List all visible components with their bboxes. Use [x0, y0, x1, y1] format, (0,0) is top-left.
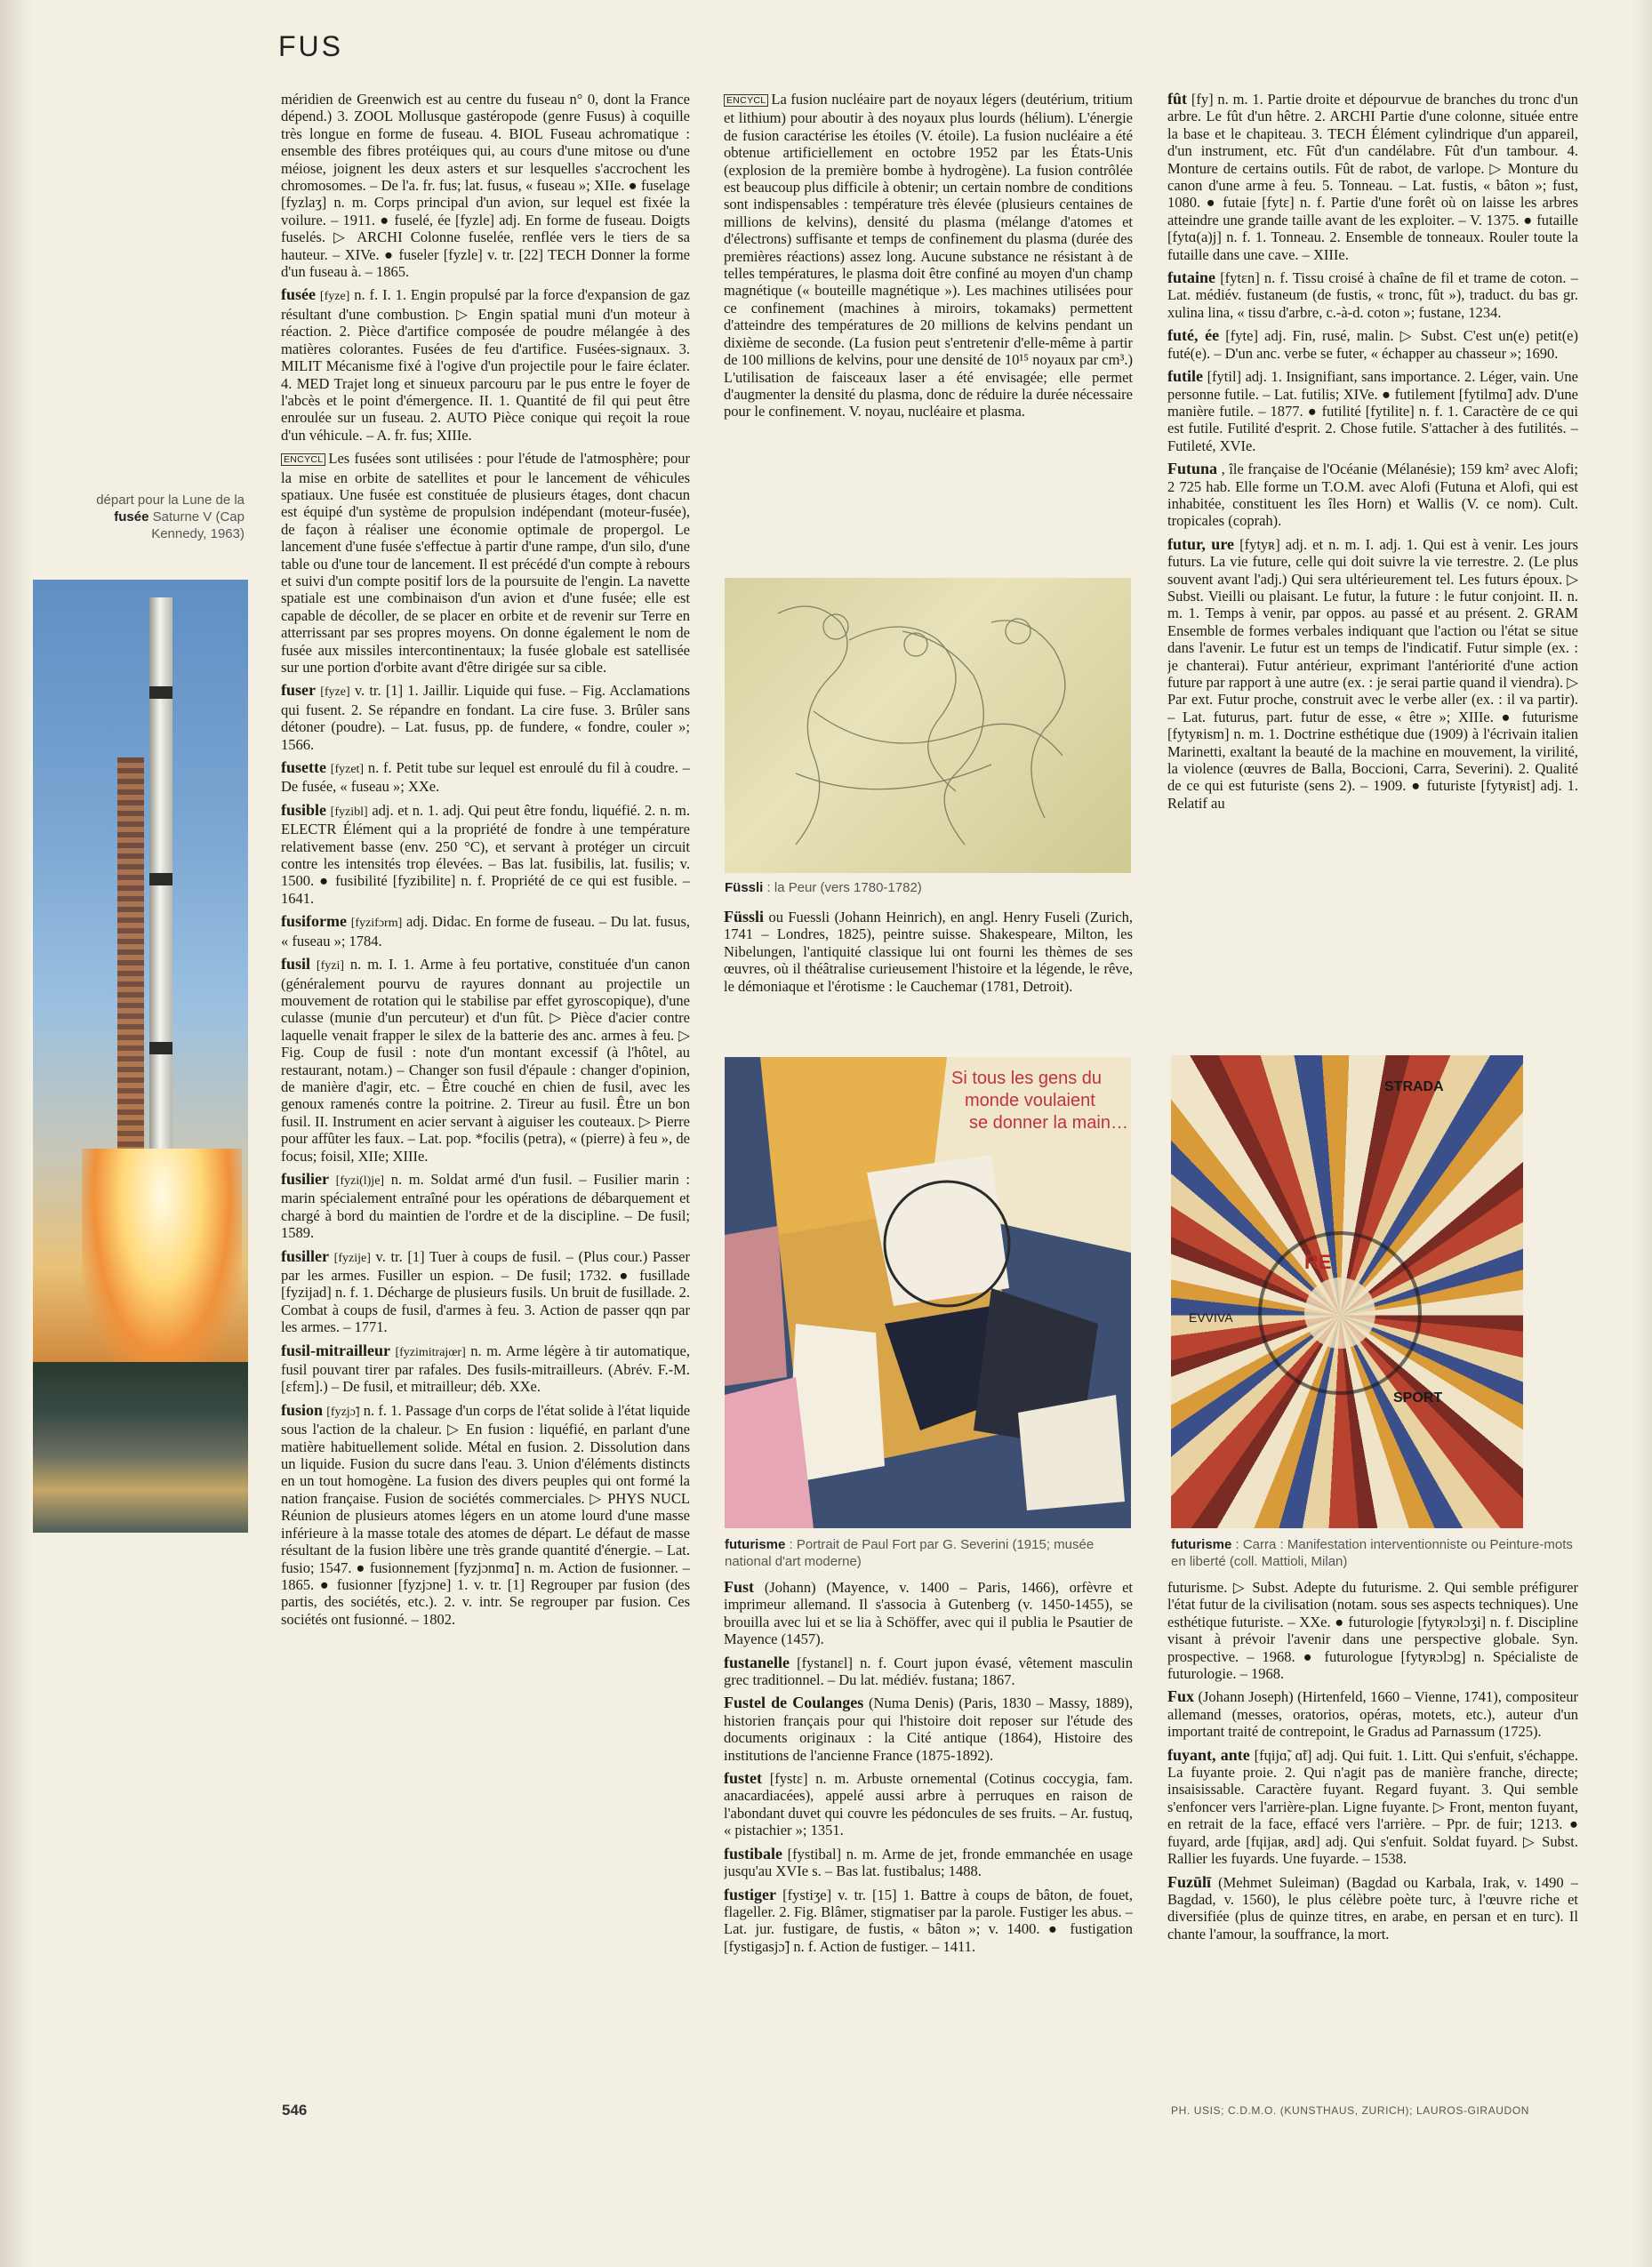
- column-3-top-entries: [1167, 91, 1578, 812]
- entry-headword: Fuzūlī: [1167, 1872, 1212, 1891]
- entry-text: [fyte] adj. Fin, rusé, malin. ▷ Subst. C'est un(e) petit(e) futé(e). – D'un anc. verbe se futer, « échapper au chasseur »; 1690.: [1167, 327, 1578, 362]
- page-binding: [0, 0, 32, 2267]
- severini-caption: [725, 1536, 1143, 1570]
- entry: [724, 1579, 1133, 1648]
- entry: [281, 1402, 690, 1628]
- entry: [1167, 1688, 1578, 1740]
- entry-text: n. f. I. 1. Engin propulsé par la force d'expansion de gaz résultant d'une combustion. ▷ Engin spatial muni d'un moteur à réaction. 2. Pièce d'artifice composée de poudre mélangée à des matières colorantes. Fusées de feu d'artifice. Fusées-signaux. 3. MILIT Mécanisme fixé à l'ogive d'un projectile pour le faire éclater. 4. MED Trajet long et sinueux parcouru par le pus entre le foyer de l'abcès et le point d'émergence. II. 1. Quantité de fil qui peut être enroulée sur un fuseau. 2. AUTO Pièce conique qui reçoit la roue d'un véhicule. – A. fr. fus; XIIIe.: [281, 286, 690, 444]
- rocket-band: [149, 1042, 172, 1054]
- caption-bold: fusée: [114, 509, 149, 525]
- entry: [724, 909, 1133, 995]
- entry: [724, 1694, 1133, 1764]
- entry-headword: fusiller: [281, 1246, 329, 1265]
- fussli-drawing: [725, 578, 1131, 873]
- svg-text:RE: RE: [1304, 1251, 1332, 1273]
- entry-phonetic: [fyze]: [319, 290, 350, 304]
- entry-text: [fystibal] n. m. Arme de jet, fronde emmanchée en usage jusqu'au XVIe s. – Bas lat. fustibalus; 1488.: [724, 1845, 1133, 1880]
- rocket-flame: [82, 1149, 242, 1380]
- entry-headword: fustibale: [724, 1844, 783, 1862]
- entry-text: n. m. Soldat armé d'un fusil. – Fusilier marin : marin spécialement entraîné pour les opérations de débarquement et chargé à bord du maintien de l'ordre et de la discipline. – De fusil; 1589.: [281, 1170, 690, 1242]
- entry: [1167, 91, 1578, 263]
- entry-headword: fuser: [281, 681, 316, 700]
- encyclopedic-tag: ENCYCL: [281, 453, 325, 466]
- entry-text: [fɥijɑ̃, ɑ̃t] adj. Qui fuit. 1. Litt. Qui s'enfuit, s'échappe. La fuyante proie. 2. Qui n'agit pas de manière franche, directe; insaisissable. Caractère fuyant. Regard fuyant. 3. Qui semble s'enfoncer vers l'arrière-plan. Ligne fuyante. ▷ Front, menton fuyant, en retrait de la face, effacé vers l'arrière. – Ppr. de fuir; 1213. ● fuyard, arde [fɥijaʀ, aʀd] adj. Qui s'enfuit. Soldat fuyard. ▷ Subst. Rallier les fuyards. Une fuyarde. – 1538.: [1167, 1746, 1578, 1868]
- column-1: [281, 91, 690, 2087]
- svg-text:se donner la main…: se donner la main…: [969, 1113, 1128, 1133]
- entry: [724, 1770, 1133, 1839]
- entry-phonetic: [fyzibl]: [330, 805, 368, 819]
- encyclopedic-note: [724, 91, 1133, 421]
- entry-headword: Fux: [1167, 1687, 1195, 1706]
- column-2-bottom-entries: [724, 1579, 1133, 1955]
- svg-text:STRADA: STRADA: [1384, 1079, 1444, 1094]
- entry-headword: fusiforme: [281, 912, 347, 931]
- encyclopedic-tag: ENCYCL: [724, 94, 768, 107]
- entry-text: (Numa Denis) (Paris, 1830 – Massy, 1889), historien français pour qui l'histoire doit reposer sur l'étude des documents originaux : la Cité antique (1864), Histoire des institutions de l'ancienne France (1875-1892).: [724, 1694, 1133, 1764]
- entry-headword: fustet: [724, 1769, 762, 1788]
- rocket-caption: [76, 492, 245, 542]
- entry-text: (Mehmet Suleiman) (Bagdad ou Karbala, Irak, v. 1490 – Bagdad, v. 1560), le plus célèbre poète turc, à l'œuvre riche et diversifiée (plus de quinze titres, en arabe, en persan et en turc). Il chante l'amour, la souffrance, la mort.: [1167, 1873, 1578, 1943]
- entry-headword: fusil-mitrailleur: [281, 1341, 390, 1359]
- entry-headword: fût: [1167, 91, 1187, 108]
- water-reflection: [33, 1362, 248, 1533]
- entry-headword: fusion: [281, 1400, 324, 1419]
- entry-headword: Fust: [724, 1579, 755, 1596]
- caption-bold: futurisme: [1171, 1537, 1232, 1552]
- svg-text:Si tous les gens du: Si tous les gens du: [951, 1069, 1102, 1088]
- entry-text: v. tr. [1] Tuer à coups de fusil. – (Plus cour.) Passer par les armes. Fusiller un espion. – De fusil; 1732. ● fusillade [fyzijad] n. f. 1. Décharge de plusieurs fusils. Un bruit de fusillade. 2. Combat à coups de fusil, d'armes à feu. 3. Action de passer qqn par les armes. – 1771.: [281, 1247, 690, 1336]
- photo-credits: PH. USIS; C.D.M.O. (KUNSTHAUS, ZURICH); LAUROS-GIRAUDON: [1171, 2104, 1530, 2117]
- column-2-middle: [724, 909, 1133, 1042]
- entry: [1167, 1874, 1578, 1943]
- entry-headword: futé, ée: [1167, 326, 1220, 345]
- entry-text: n. m. Arme légère à tir automatique, fusil pouvant tirer par rafales. Des fusils-mitrailleurs. (Abrév. F.-M. [ɛfɛm].) – De fusil, et mitrailleur; déb. XXe.: [281, 1342, 690, 1396]
- caption-text: : la Peur (vers 1780-1782): [763, 880, 922, 895]
- entry-headword: fustiger: [724, 1885, 776, 1903]
- entry: [1167, 1579, 1578, 1682]
- entry-phonetic: [fyzifɔrm]: [350, 917, 403, 931]
- entry: [1167, 461, 1578, 530]
- entry-headword: fusette: [281, 758, 326, 777]
- page-edge: [1632, 0, 1652, 2267]
- entry: [1167, 1747, 1578, 1868]
- entry-text: [fystɛ] n. m. Arbuste ornemental (Cotinus coccygia, fam. anacardiacées), appelé aussi arbre à perruques en raison de l'abondant duvet qui couvre les pédoncules de ses fruits. – Ar. fustuq, « pistachier »; 1351.: [724, 1770, 1133, 1839]
- entry-text: ou Fuessli (Johann Heinrich), en angl. Henry Fuseli (Zurich, 1741 – Londres, 1825), peintre suisse. Shakespeare, Milton, les Nibelungen, l'antiquité classique lui ont fourni les thèmes de ses œuvres, où il théâtralise curieusement l'histoire et la légende, le rêve, le démoniaque et l'érotisme : le Cauchemar (1781, Detroit).: [724, 909, 1133, 995]
- entry-phonetic: [fyze]: [320, 685, 350, 700]
- entry-text: (Johann Joseph) (Hirtenfeld, 1660 – Vienne, 1741), compositeur allemand (messes, oratorios, opéras, motets, etc.), auteur d'un important traité de contrepoint, le Gradus ad Parnassum (1725).: [1167, 1688, 1578, 1741]
- entry-text: adj. Didac. En forme de fuseau. – Du lat. fusus, « fuseau »; 1784.: [281, 913, 690, 949]
- entry-headword: futaine: [1167, 268, 1215, 287]
- running-head: FUS: [278, 30, 343, 62]
- entry-text: Les fusées sont utilisées : pour l'étude de l'atmosphère; pour la mise en orbite de satellites et pour le lancement de véhicules spatiaux. Une fusée est constituée de plusieurs étages, dont chacun est équipé d'un système de propulsion indépendant (moteur-fusée), de façon à réaliser une économie optimale de propergol. Le lancement d'une fusée s'effectue à partir d'une rampe, d'un silo, d'une table ou d'une tour de lancement. Il est précédé d'un compte à rebours et suivi d'un compte positif lors de la poursuite de l'engin. La navette spatiale est une combinaison d'un avion et d'une fusée; elle est capable de décoller, de se placer en orbite et de revenir sur Terre en atterrissant par ses propres moyens. On donne également le nom de fusée aux missiles intercontinentaux; la fusée globale est satellisée sur une portion d'orbite avant d'être dirigée sur sa cible.: [281, 450, 690, 676]
- note-text: La fusion nucléaire part de noyaux légers (deutérium, tritium et lithium) pour aboutir à des noyaux plus lourds (hélium). L'énergie de fusion caractérise les étoiles (V. étoile). La fusion nucléaire a été obtenue artificiellement en octobre 1952 par les États-Unis (explosion de la première bombe à hydrogène). La fusion contrôlée est beaucoup plus difficile à obtenir; un certain nombre de conditions sont indispensables : température très élevée (plusieurs centaines de millions de kelvins), densité du plasma (mélange d'atomes et d'électrons) suffisante et temps de confinement du plasma (durée des premières réactions) assez long. Aucune substance ne résistant à de telles températures, le plasma doit être confiné au moyen d'un champ magnétique (« bouteille magnétique »). Les machines utilisées pour ce confinement (machines à miroirs, tokamaks) permettent d'atteindre des températures de 20 millions de kelvins pendant un dixième de seconde. (La fusion peut s'entretenir d'elle-même à partir de 100 millions de kelvins, pour une densité de 10¹⁵ noyaux par cm³.) L'utilisation de faisceaux laser a été envisagée; elle permet d'augmenter la densité du plasma, donc de réduire la durée nécessaire pour le confinement. V. noyau, nucléaire et plasma.: [724, 91, 1133, 421]
- entry: [724, 1886, 1133, 1956]
- entry-phonetic: [fyzet]: [330, 763, 365, 777]
- entry: [281, 913, 690, 949]
- rocket-photo: [33, 580, 248, 1533]
- entry-headword: Futuna: [1167, 460, 1218, 478]
- entry-headword: fuyant, ante: [1167, 1745, 1250, 1764]
- column-3-bottom-entries: [1167, 1579, 1578, 1943]
- entry-phonetic: [fyzije]: [333, 1251, 371, 1265]
- column-2-bottom: [724, 1579, 1133, 2095]
- entry-text: , île française de l'Océanie (Mélanésie); 159 km² avec Alofi; 2 725 hab. Elle forme un T.O.M. avec Alofi (Futuna et Alofi, qui est inhabitée, constituent les îles Horn) et Wallis (V. ce nom). Cult. tropicales (coprah).: [1167, 461, 1578, 530]
- entry-headword: fusilier: [281, 1169, 329, 1188]
- entry-headword: futile: [1167, 367, 1203, 386]
- carra-painting: [1171, 1055, 1523, 1528]
- entry-headword: fusil: [281, 955, 311, 973]
- entry: [281, 286, 690, 444]
- entry: [281, 450, 690, 676]
- entry: [281, 802, 690, 907]
- entry-headword: fustanelle: [724, 1653, 790, 1671]
- entry-headword: fusible: [281, 800, 327, 819]
- entry: [281, 759, 690, 796]
- fussli-caption: [725, 879, 1134, 896]
- caption-text: : Portrait de Paul Fort par G. Severini (1915; musée national d'art moderne): [725, 1537, 1095, 1569]
- entry-headword: futur, ure: [1167, 534, 1234, 553]
- column-2-top: [724, 91, 1133, 562]
- entry-text: n. f. Petit tube sur lequel est enroulé du fil à coudre. – De fusée, « fuseau »; XXe.: [281, 759, 690, 796]
- entry: [1167, 368, 1578, 454]
- entry: [281, 1171, 690, 1242]
- entry: [281, 1248, 690, 1336]
- entry: [1167, 327, 1578, 362]
- svg-text:EVVIVA: EVVIVA: [1189, 1310, 1233, 1325]
- entry-text: v. tr. [1] 1. Jaillir. Liquide qui fuse. – Fig. Acclamations qui fusent. 2. Se répandre en fondant. La cire fuse. 3. Brûler sans détoner (poudre). – Lat. fusus, pp. de fundere, « fondre, couler »; 1566.: [281, 682, 690, 753]
- sketch-lines: [725, 578, 1131, 873]
- entry: [724, 1654, 1133, 1689]
- entry-text: [fytɛn] n. f. Tissu croisé à chaîne de fil et trame de coton. – Lat. médiév. fustaneum (de fustis, « tronc, fût »), traduct. du bas gr. xulina lina, « tissu d'arbre, c.-à-d. coton »; fustane, 1234.: [1167, 269, 1578, 321]
- carra-caption: [1171, 1536, 1589, 1570]
- entry: [281, 956, 690, 1165]
- caption-bold: Füssli: [725, 880, 764, 895]
- entry-text: [fytyʀ] adj. et n. m. I. adj. 1. Qui est à venir. Les jours futurs. La vie future, celle qui doit suivre la vie terrestre. 2. (Le plus souvent avant l'adj.) Qui sera ultérieurement tel. Les futurs époux. ▷ Subst. Vieilli ou plaisant. Le futur, la future : le futur conjoint. II. n. m. 1. Temps à venir, par oppos. au passé et au présent. 2. GRAM Ensemble de formes verbales indiquant que l'action ou l'état se situe dans l'avenir. Le futur est un temps de l'indicatif. Futur simple (ex. : je chanterai). Futur antérieur, exprimant l'antériorité d'une action future par rapport à une autre (ex. : je serai partie quand il viendra). ▷ Par ext. Futur proche, construit avec le verbe aller (ex. : il va partir). – Lat. futurus, part. futur de esse, « être »; XIIIe. ● futurisme [fytyʀism] n. m. 1. Doctrine esthétique due (1909) à l'écrivain italien Marinetti, exaltant la beauté de la machine en mouvement, la virilité, la violence (œuvres de Balla, Boccioni, Carra, Severini). 2. Qualité de ce qui est futuriste (sens 2). – 1909. ● futuriste [fytyʀist] adj. 1. Relatif au: [1167, 535, 1578, 812]
- entry-text: [fy] n. m. 1. Partie droite et dépourvue de branches du tronc d'un arbre. Le fût d'un hêtre. 2. ARCHI Partie d'une colonne, située entre la base et le chapiteau. 3. TECH Élément cylindrique d'un appareil, d'un instrument, etc. Fût d'un candélabre. Fût d'un tambour. 4. Monture de certains outils. Fût de rabot, de varlope. ▷ Monture du canon d'une arme à feu. 5. Tonneau. – Lat. fustis, « bâton »; fust, 1080. ● futaie [fytɛ] n. f. Partie d'une forêt où on laisse les arbres atteindre une grande taille avant de les exploiter. – V. 1375. ● futaille [fytɑ(a)j] n. f. 1. Tonneau. 2. Ensemble de tonneaux. Rouler toute la futaille dans une cave. – XIIIe.: [1167, 91, 1578, 263]
- entry-headword: fusée: [281, 285, 316, 304]
- entry-text: n. f. 1. Passage d'un corps de l'état solide à l'état liquide sous l'action de la chaleur. ▷ En fusion : liquéfié, en parlant d'une matière habituellement solide. Métal en fusion. 2. Dissolution dans un liquide. Fusion du sucre dans l'eau. 3. Union d'éléments distincts en un tout homogène. La fusion des divers peuples qui ont formé la nation française. Fusion de sociétés commerciales. ▷ PHYS NUCL Réunion de plusieurs atomes légers en un atome lourd d'une masse inférieure à la masse totale des atomes de départ. Le défaut de masse résultant de la fusion libère une très grande quantité d'énergie. – Lat. fusio; 1547. ● fusionnement [fyzjɔnmɑ̃] n. m. Action de fusionner. – 1865. ● fusionner [fyzjɔne] 1. v. tr. [1] Regrouper par fusion (des partis, des sociétés, etc.). 2. v. intr. Se regrouper par fusion. Ces sociétés ont fusionné. – 1802.: [281, 1401, 690, 1628]
- svg-text:monde voulaient: monde voulaient: [965, 1091, 1095, 1110]
- entry: [281, 1342, 690, 1396]
- entry-text: n. m. I. 1. Arme à feu portative, constituée d'un canon (généralement pourvu de rayures donnant au projectile un mouvement de rotation qui le stabilise par effet gyroscopique), d'une culasse (munie d'un percuteur) et d'un fût. ▷ Pièce d'acier contre laquelle venait frapper le silex de la batterie des anc. armes à feu. ▷ Fig. Coup de fusil : note d'un montant excessif (à l'hôtel, au restaurant, notam.) – Changer son fusil d'épaule : changer d'opinion, de manière d'agir, etc. – Être couché en chien de fusil, avec les genoux ramenés contre la poitrine. 2. Tireur au fusil. Être un bon fusil. II. Instrument en acier servant à aiguiser les couteaux. ▷ Pierre pour affûter les faux. – Lat. pop. *focilis (petra), « (pierre) à feu », de focus; foisil, XIIe; XIIIe.: [281, 956, 690, 1165]
- collage-shapes: [1171, 1055, 1523, 1528]
- column-3-bottom: [1167, 1579, 1578, 2095]
- entry-text: futurisme. ▷ Subst. Adepte du futurisme. 2. Qui semble préfigurer l'état futur de la civilisation (notam. sous ses aspects techniques). Une esthétique futuriste. – XXe. ● futurologie [fytyʀɔlɔʒi] n. f. Discipline visant à prévoir l'avenir dans une perspective globale. Syn. prospective. – 1968. ● futurologue [fytyʀɔlɔg] n. Spécialiste de futurologie. – 1968.: [1167, 1579, 1578, 1683]
- entry-text: [fystiʒe] v. tr. [15] 1. Battre à coups de bâton, de fouet, flageller. 2. Fig. Blâmer, stigmatiser par la parole. Fustiger les abus. – Lat. jur. fustigare, de fustis, « bâton »; v. 1400. ● fustigation [fystigasjɔ̃] n. f. Action de fustiger. – 1411.: [724, 1886, 1133, 1955]
- entry-phonetic: [fyzi(l)je]: [335, 1174, 385, 1188]
- caption-text: : Carra : Manifestation interventionniste ou Peinture-mots en liberté (coll. Mattioli, Milan): [1171, 1537, 1573, 1569]
- entry-headword: Füssli: [724, 909, 765, 925]
- page-number: 546: [282, 2102, 308, 2119]
- portrait-shapes: [725, 1057, 1131, 1528]
- entry: [281, 682, 690, 753]
- severini-portrait: [725, 1057, 1131, 1528]
- entry-headword: Fustel de Coulanges: [724, 1694, 864, 1712]
- rocket-band: [149, 873, 172, 885]
- column-1-entries: [281, 286, 690, 1628]
- entry-phonetic: [fyzi]: [316, 959, 345, 973]
- entry-phonetic: [fyzjɔ̃]: [326, 1405, 360, 1419]
- svg-text:SPORT: SPORT: [1393, 1390, 1443, 1406]
- rocket-band: [149, 686, 172, 699]
- entry: [1167, 536, 1578, 813]
- entry-phonetic: [fyzimitrajœr]: [395, 1345, 466, 1359]
- caption-bold: futurisme: [725, 1537, 786, 1552]
- entry-text: adj. et n. 1. adj. Qui peut être fondu, liquéfié. 2. n. m. ELECTR Élément qui a la propriété de fondre à une température relativement basse (env. 250 °C), et servant à protéger un circuit contre les intensités trop élevées. – Bas lat. fusibilis, lat. fusilis; v. 1500. ● fusibilité [fyzibilite] n. f. Propriété de ce qui est fusible. – 1641.: [281, 801, 690, 907]
- entry-continued: méridien de Greenwich est au centre du fuseau n° 0, dont la France dépend.) 3. ZOOL Mollusque gastéropode (genre Fusus) à coquille très longue en forme de fuseau. 4. BIOL Fuseau achromatique : ensemble des fibres protéiques qui, au cours d'une mitose ou d'une méiose, joignent les deux asters et sur lesquelles s'accrochent les chromosomes. – De l'a. fr. fus; lat. fusus, « fuseau »; XIIe. ● fuselage [fyzlaʒ] n. m. Corps principal d'un avion, sur lequel est fixée la voilure. – 1911. ● fuselé, ée [fyzle] adj. En forme de fuseau. Doigts fuselés. ▷ ARCHI Colonne fuselée, renflée vers le tiers de sa hauteur. – XIVe. ● fuseler [fyzle] v. tr. [22] TECH Donner la forme d'un fuseau à. – 1865.: [281, 91, 690, 281]
- entry-text: [fytil] adj. 1. Insignifiant, sans importance. 2. Léger, vain. Une personne futile. – Lat. futilis; XIVe. ● futilement [fytilmɑ̃] adv. D'une manière futile. – 1877. ● futilité [fytilite] n. f. 1. Caractère de ce qui est futile. Futilité d'esprit. 2. Chose futile. S'attacher à des futilités. – Futileté, XVIe.: [1167, 368, 1578, 454]
- entry-text: (Johann) (Mayence, v. 1400 – Paris, 1466), orfèvre et imprimeur allemand. Il s'associa à Gutenberg (v. 1450-1455), se brouilla avec lui et se lia à Schöffer, avec qui il publia le Psautier de Mayence (1457).: [724, 1579, 1133, 1648]
- entry: [724, 1846, 1133, 1880]
- caption-text: départ pour la Lune de la: [96, 493, 245, 508]
- column-3-top: [1167, 91, 1578, 1040]
- caption-text: Saturne V (Cap Kennedy, 1963): [148, 509, 245, 541]
- entry: [1167, 269, 1578, 321]
- entry-text: [fystanɛl] n. f. Court jupon évasé, vêtement masculin grec traditionnel. – Du lat. médiév. fustana; 1867.: [724, 1654, 1133, 1689]
